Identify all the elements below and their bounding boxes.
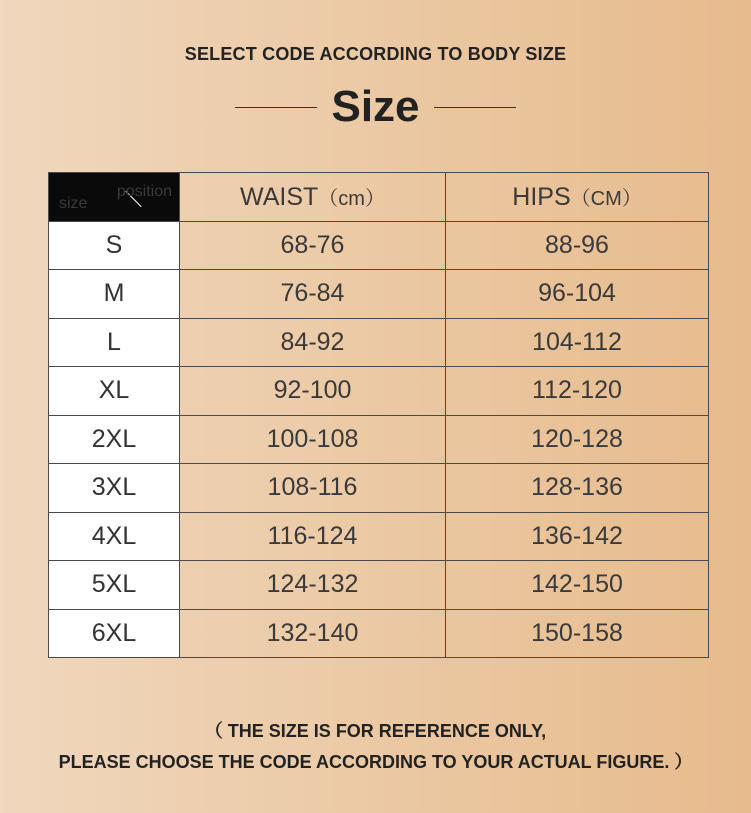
hips-cell: 136-142 <box>446 512 709 561</box>
corner-position-label: position <box>116 183 172 200</box>
footer-note-line-1: （ THE SIZE IS FOR REFERENCE ONLY, <box>204 721 547 741</box>
waist-cell: 116-124 <box>180 512 446 561</box>
footer-note-line-2: PLEASE CHOOSE THE CODE ACCORDING TO YOUR ACTUAL FIGURE. ） <box>58 752 693 772</box>
waist-header-label: WAIST <box>240 182 319 211</box>
hips-cell: 96-104 <box>446 270 709 319</box>
title-left-divider <box>235 107 317 108</box>
waist-cell: 76-84 <box>180 270 446 319</box>
hips-header-unit: （CM） <box>570 187 642 210</box>
title-row <box>0 82 751 132</box>
hips-header-label: HIPS <box>512 182 571 211</box>
waist-column-header <box>180 173 446 222</box>
waist-cell: 68-76 <box>180 221 446 270</box>
hips-cell: 88-96 <box>446 221 709 270</box>
waist-cell: 132-140 <box>180 609 446 658</box>
size-cell: XL <box>49 367 180 416</box>
waist-cell: 124-132 <box>180 561 446 610</box>
waist-header-unit: （cm） <box>318 187 385 210</box>
table-row <box>49 221 709 270</box>
size-cell: M <box>49 270 180 319</box>
page-title: Size <box>331 82 420 131</box>
title-right-divider <box>434 107 516 108</box>
waist-cell: 108-116 <box>180 464 446 513</box>
table-header-row <box>49 173 709 222</box>
table-row <box>49 464 709 513</box>
size-cell: 4XL <box>49 512 180 561</box>
hips-cell: 120-128 <box>446 415 709 464</box>
hips-cell: 112-120 <box>446 367 709 416</box>
page-subtitle: SELECT CODE ACCORDING TO BODY SIZE <box>184 44 567 64</box>
size-cell: 3XL <box>49 464 180 513</box>
size-cell: 2XL <box>49 415 180 464</box>
corner-header-cell <box>49 173 180 222</box>
hips-cell: 150-158 <box>446 609 709 658</box>
hips-cell: 104-112 <box>446 318 709 367</box>
table-row <box>49 609 709 658</box>
table-row <box>49 512 709 561</box>
corner-size-label: size <box>59 194 88 212</box>
hips-cell: 128-136 <box>446 464 709 513</box>
size-cell: L <box>49 318 180 367</box>
size-cell: S <box>49 221 180 270</box>
waist-cell: 84-92 <box>180 318 446 367</box>
hips-cell: 142-150 <box>446 561 709 610</box>
size-cell: 5XL <box>49 561 180 610</box>
waist-cell: 92-100 <box>180 367 446 416</box>
table-row <box>49 318 709 367</box>
table-row <box>49 367 709 416</box>
size-cell: 6XL <box>49 609 180 658</box>
table-row <box>49 561 709 610</box>
table-row <box>49 270 709 319</box>
table-row <box>49 415 709 464</box>
size-chart-table <box>48 172 709 658</box>
hips-column-header <box>446 173 709 222</box>
waist-cell: 100-108 <box>180 415 446 464</box>
